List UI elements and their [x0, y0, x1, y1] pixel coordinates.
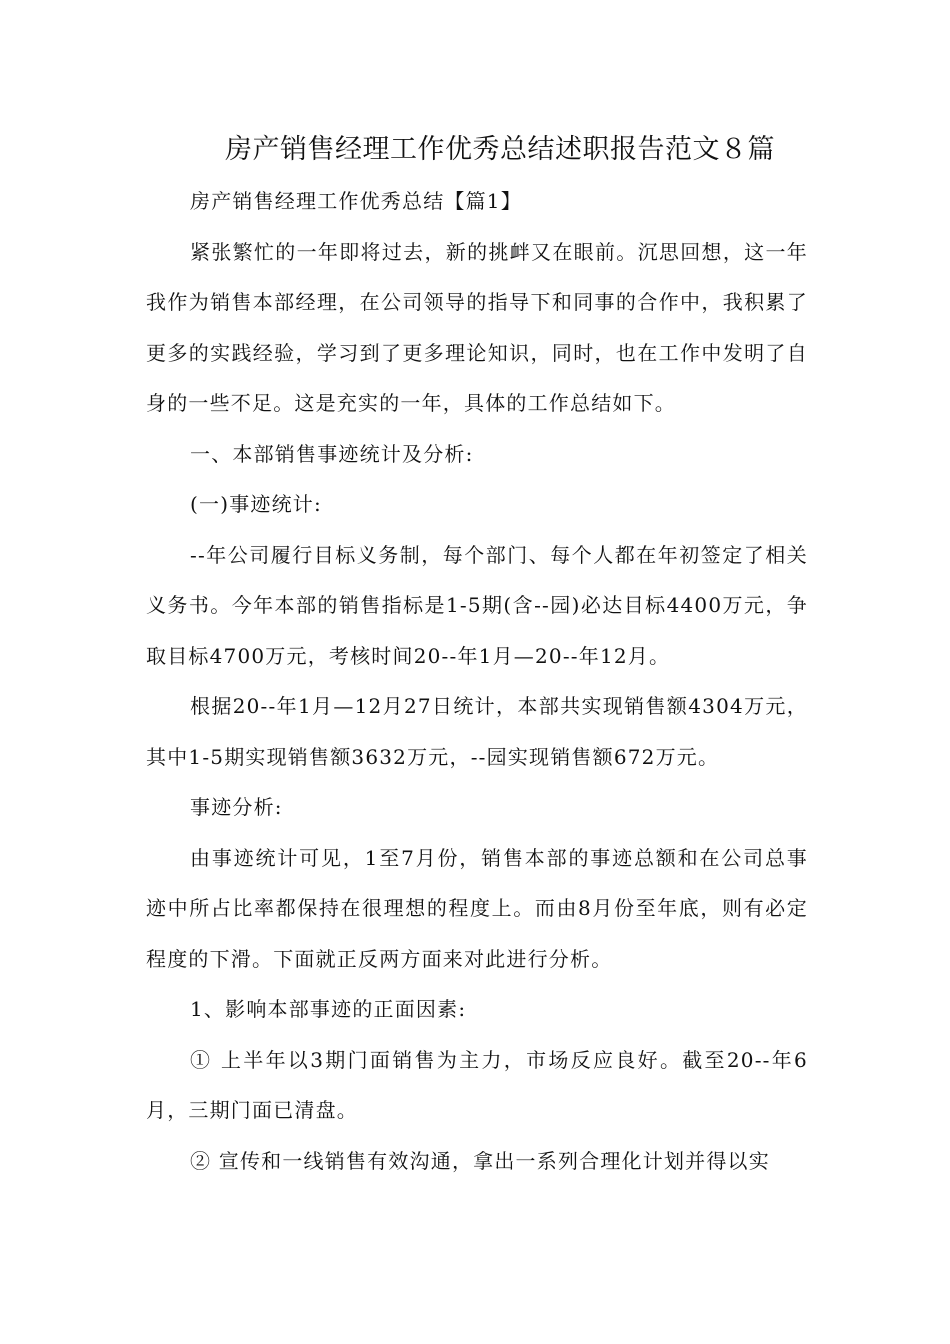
document-body	[146, 176, 808, 1186]
paragraph-analysis: 由事迹统计可见，1至7月份，销售本部的事迹总额和在公司总事迹中所占比率都保持在很理想的程度上。而由8月份至年底，则有必定程度的下滑。下面就正反两方面来对此进行分析。	[146, 845, 808, 971]
paragraph-intro: 紧张繁忙的一年即将过去，新的挑衅又在眼前。沉思回想，这一年我作为销售本部经理，在公司领导的指导下和同事的合作中，我积累了更多的实践经验，学习到了更多理论知识，同时，也在工作中发明了自身的一些不足。这是充实的一年，具体的工作总结如下。	[146, 239, 808, 415]
section-heading-sales-stats: 一、本部销售事迹统计及分析:	[190, 441, 474, 466]
list-item-factor-1: ① 上半年以3期门面销售为主力，市场反应良好。截至20--年6月，三期门面已清盘。	[146, 1047, 808, 1122]
paragraph-targets: --年公司履行目标义务制，每个部门、每个人都在年初签定了相关义务书。今年本部的销售指标是1-5期(含--园)必达目标4400万元，争取目标4700万元，考核时间20--年1月—20--年12月。	[146, 542, 808, 668]
list-item-factor-2: ② 宣传和一线销售有效沟通，拿出一系列合理化计划并得以实	[190, 1148, 770, 1173]
subheading-positive-factors: 1、影响本部事迹的正面因素:	[190, 997, 467, 1021]
paragraph-results: 根据20--年1月—12月27日统计，本部共实现销售额4304万元，其中1-5期实现销售额3632万元，--园实现销售额672万元。	[146, 694, 808, 769]
subheading-stats: (一)事迹统计:	[190, 492, 322, 516]
section-heading-part-1: 房产销售经理工作优秀总结【篇1】	[190, 189, 522, 213]
subheading-analysis: 事迹分析:	[190, 795, 283, 819]
document-title: 房产销售经理工作优秀总结述职报告范文８篇	[225, 134, 775, 165]
